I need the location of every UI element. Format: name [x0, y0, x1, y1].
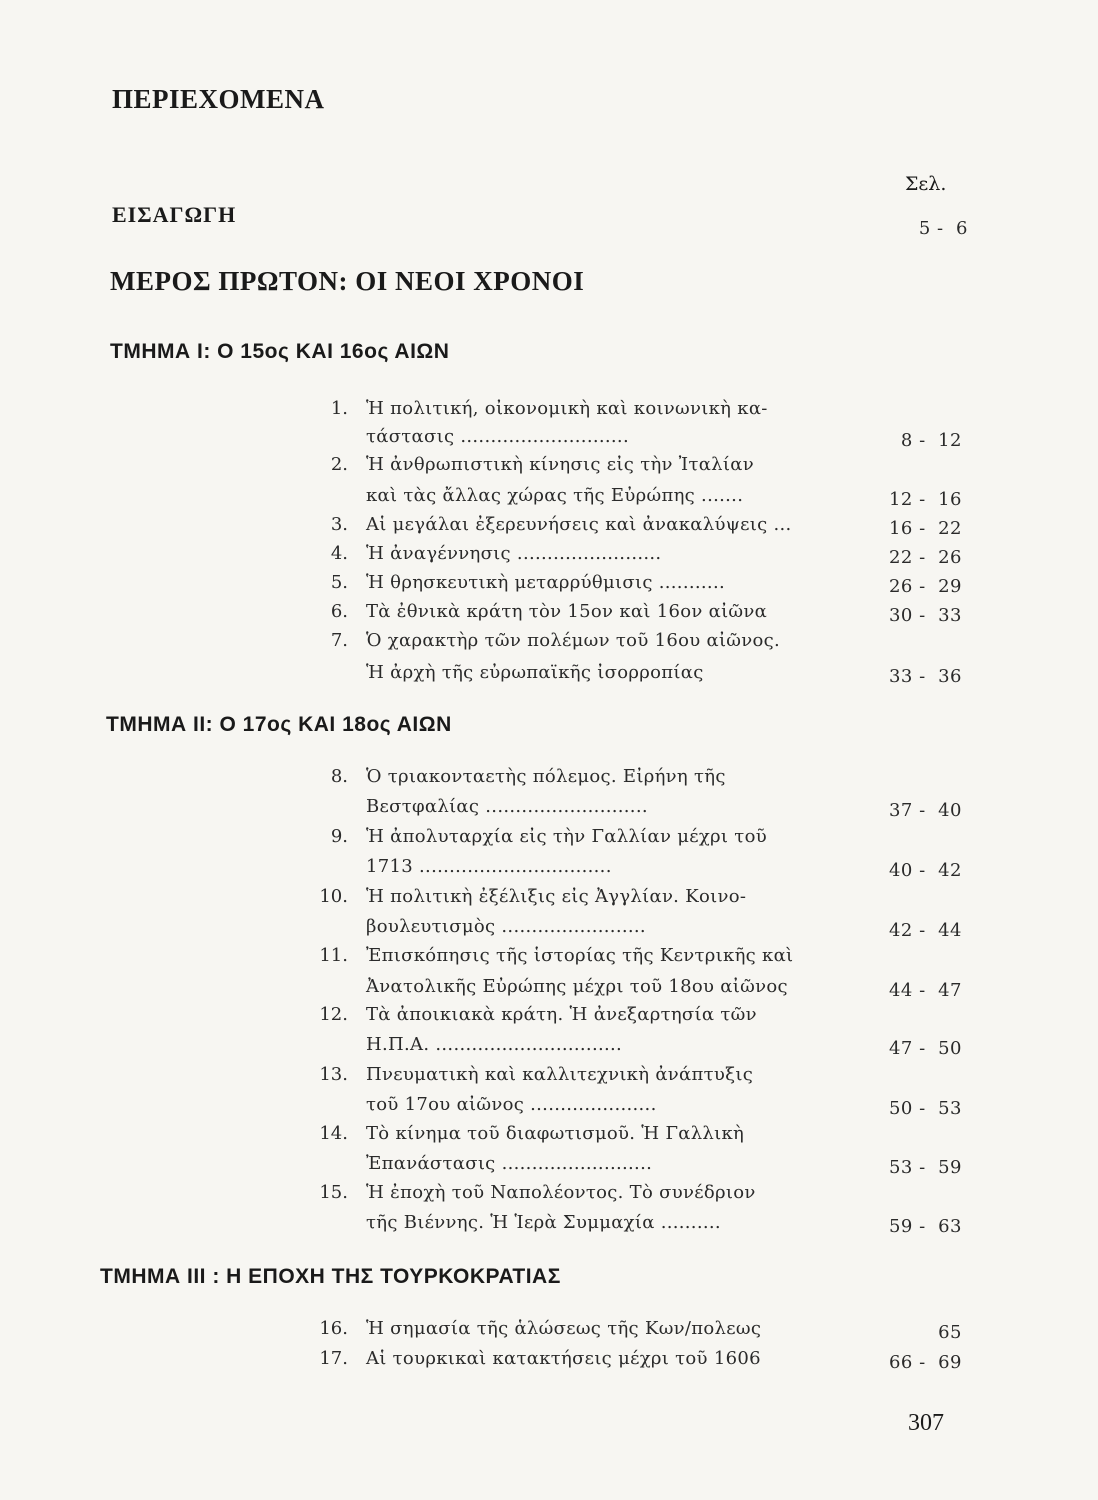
- entry-number: 17.: [319, 1348, 348, 1369]
- entry-number: 3.: [330, 514, 348, 535]
- entry-pages: 33 - 36: [888, 666, 962, 687]
- entry-text: Ἐπανάστασις .........................: [366, 1153, 653, 1174]
- intro-heading: ΕΙΣΑΓΩΓΗ: [112, 202, 237, 227]
- entry-text: Ἡ πολιτική, οἰκονομικὴ καὶ κοινωνικὴ κα-: [366, 398, 768, 419]
- entry-number: 6.: [330, 601, 348, 622]
- entry-text: 1713 ................................: [366, 856, 612, 877]
- section-heading: ΤΜΗΜΑ ΙΙΙ : Η ΕΠΟΧΗ ΤΗΣ ΤΟΥΡΚΟΚΡΑΤΙΑΣ: [100, 1265, 561, 1288]
- entry-number: 12.: [319, 1004, 348, 1025]
- entry-number: 7.: [330, 630, 348, 651]
- entry-text: Ἡ ἐποχὴ τοῦ Ναπολέοντος. Τὸ συνέδριον: [366, 1182, 756, 1203]
- entry-text: τάστασις ............................: [366, 426, 629, 447]
- entry-number: 16.: [319, 1318, 348, 1339]
- entry-text: Ἡ πολιτικὴ ἐξέλιξις εἰς Ἀγγλίαν. Κοινο-: [366, 886, 747, 907]
- entry-text: βουλευτισμὸς ........................: [366, 916, 646, 937]
- page-number: 307: [908, 1410, 944, 1436]
- entry-number: 14.: [319, 1123, 348, 1144]
- entry-pages: 16 - 22: [888, 518, 962, 539]
- entry-text: Ὁ τριακονταετὴς πόλεμος. Εἰρήνη τῆς: [366, 766, 726, 787]
- section-heading: ΤΜΗΜΑ ΙΙ: Ο 17ος ΚΑΙ 18ος ΑΙΩΝ: [106, 713, 452, 736]
- page-title: ΠΕΡΙΕΧΟΜΕΝΑ: [112, 84, 325, 114]
- entry-text: Ἀνατολικῆς Εὐρώπης μέχρι τοῦ 18ου αἰῶνος: [366, 976, 788, 997]
- entry-pages: 59 - 63: [888, 1216, 962, 1237]
- entry-number: 8.: [330, 766, 348, 787]
- entry-text: Η.Π.Α. ...............................: [366, 1034, 623, 1055]
- entry-pages: 65: [938, 1322, 962, 1343]
- entry-pages: 44 - 47: [888, 980, 962, 1001]
- entry-pages: 50 - 53: [888, 1098, 962, 1119]
- entry-pages: 42 - 44: [888, 920, 962, 941]
- page-column-label: Σελ.: [905, 173, 947, 195]
- part-heading: ΜΕΡΟΣ ΠΡΩΤΟΝ: ΟΙ ΝΕΟΙ ΧΡΟΝΟΙ: [110, 266, 585, 296]
- entry-text: Ὁ χαρακτὴρ τῶν πολέμων τοῦ 16ου αἰῶνος.: [366, 630, 781, 651]
- entry-text: Ἐπισκόπησις τῆς ἱστορίας τῆς Κεντρικῆς καὶ: [366, 945, 794, 966]
- entry-number: 5.: [330, 572, 348, 593]
- intro-pages: 5 - 6: [918, 218, 968, 239]
- entry-number: 15.: [319, 1182, 348, 1203]
- entry-text: Αἱ μεγάλαι ἐξερευνήσεις καὶ ἀνακαλύψεις ...: [366, 514, 792, 535]
- entry-number: 4.: [330, 543, 348, 564]
- entry-pages: 8 - 12: [900, 430, 962, 451]
- entry-pages: 37 - 40: [888, 800, 962, 821]
- entry-text: Ἡ ἀναγέννησις ........................: [366, 543, 662, 564]
- entry-pages: 22 - 26: [888, 547, 962, 568]
- entry-number: 11.: [319, 945, 348, 966]
- entry-number: 2.: [330, 454, 348, 475]
- entry-text: Πνευματικὴ καὶ καλλιτεχνικὴ ἀνάπτυξις: [366, 1064, 754, 1085]
- entry-text: Ἡ ἀνθρωπιστικὴ κίνησις εἰς τὴν Ἰταλίαν: [366, 454, 754, 475]
- entry-pages: 40 - 42: [888, 860, 962, 881]
- entry-text: Τὸ κίνημα τοῦ διαφωτισμοῦ. Ἡ Γαλλικὴ: [366, 1123, 745, 1144]
- entry-pages: 53 - 59: [888, 1157, 962, 1178]
- entry-text: Ἡ θρησκευτικὴ μεταρρύθμισις ...........: [366, 572, 725, 593]
- entry-text: Ἡ ἀρχὴ τῆς εὐρωπαϊκῆς ἰσορροπίας: [366, 662, 704, 683]
- entry-text: καὶ τὰς ἄλλας χώρας τῆς Εὐρώπης .......: [366, 485, 744, 506]
- entry-text: Τὰ ἐθνικὰ κράτη τὸν 15ον καὶ 16ον αἰῶνα: [366, 601, 768, 622]
- entry-text: Ἡ ἀπολυταρχία εἰς τὴν Γαλλίαν μέχρι τοῦ: [366, 826, 767, 847]
- entry-pages: 30 - 33: [888, 605, 962, 626]
- entry-pages: 47 - 50: [888, 1038, 962, 1059]
- entry-number: 10.: [319, 886, 348, 907]
- entry-pages: 12 - 16: [888, 489, 962, 510]
- entry-pages: 66 - 69: [888, 1352, 962, 1373]
- entry-text: Τὰ ἀποικιακὰ κράτη. Ἡ ἀνεξαρτησία τῶν: [366, 1004, 757, 1025]
- entry-text: τοῦ 17ου αἰῶνος .....................: [366, 1094, 657, 1115]
- entry-number: 13.: [319, 1064, 348, 1085]
- section-heading: ΤΜΗΜΑ Ι: Ο 15ος ΚΑΙ 16ος ΑΙΩΝ: [110, 340, 450, 363]
- entry-number: 1.: [330, 398, 348, 419]
- entry-number: 9.: [330, 826, 348, 847]
- entry-text: Αἱ τουρκικαὶ κατακτήσεις μέχρι τοῦ 1606: [366, 1348, 761, 1369]
- entry-text: Ἡ σημασία τῆς ἁλώσεως τῆς Κων/πολεως: [366, 1318, 762, 1339]
- entry-text: τῆς Βιέννης. Ἡ Ἱερὰ Συμμαχία ..........: [366, 1212, 721, 1233]
- entry-text: Βεστφαλίας ...........................: [366, 796, 648, 817]
- entry-pages: 26 - 29: [888, 576, 962, 597]
